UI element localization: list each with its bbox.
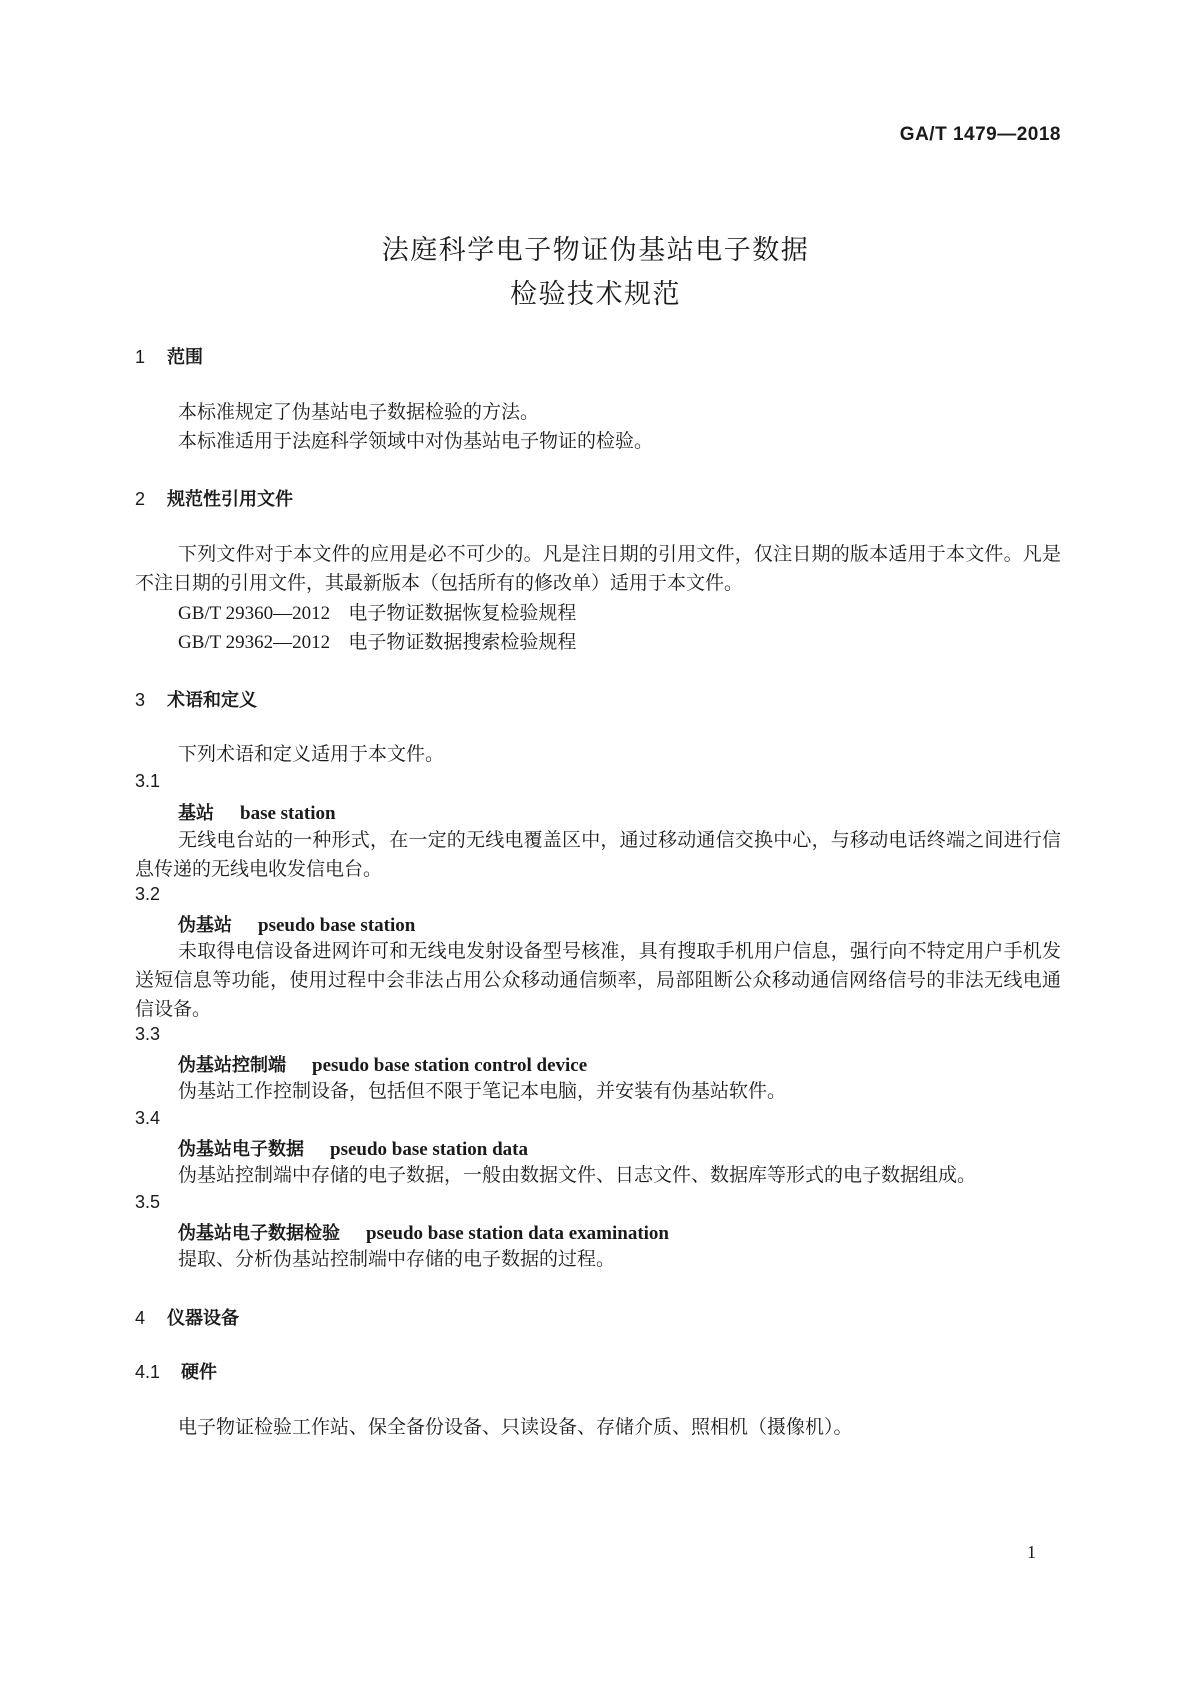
term-definition: 伪基站控制端中存储的电子数据，一般由数据文件、日志文件、数据库等形式的电子数据组成。 [178,1164,977,1186]
section-1-paragraph-1: 本标准规定了伪基站电子数据检验的方法。 [178,401,540,423]
section-title: 规范性引用文件 [167,489,293,510]
term-title [178,799,336,825]
section-number: 2 [135,489,146,509]
term-title [178,1219,669,1245]
term-english: base station [240,803,336,824]
term-chinese: 基站 [178,803,214,824]
term-chinese: 伪基站电子数据检验 [178,1223,340,1244]
term-definition: 无线电台站的一种形式，在一定的无线电覆盖区中，通过移动通信交换中心，与移动电话终端之间进行信息传递的无线电收发信电台。 [135,829,1061,880]
section-title: 硬件 [181,1362,217,1383]
section-2-paragraph-1: 下列文件对于本文件的应用是必不可少的。凡是注日期的引用文件，仅注日期的版本适用于本文件。凡是不注日期的引用文件，其最新版本（包括所有的修改单）适用于本文件。 [135,543,1061,594]
section-3-heading [135,686,257,712]
term-english: pesudo base station control device [312,1055,588,1076]
term-chinese: 伪基站电子数据 [178,1139,304,1160]
term-chinese: 伪基站控制端 [178,1055,286,1076]
term-title [178,1135,528,1161]
term-english: pseudo base station data examination [366,1223,669,1244]
reference-name: 电子物证数据搜索检验规程 [348,631,577,653]
section-title: 仪器设备 [167,1308,239,1329]
reference-code: GB/T 29360—2012 [178,603,331,624]
section-4-heading [135,1304,239,1330]
normative-reference-2 [178,627,576,654]
term-number: 3.1 [135,771,161,791]
section-title: 范围 [167,347,203,368]
section-number: 4.1 [135,1362,161,1382]
section-1-paragraph-2: 本标准适用于法庭科学领域中对伪基站电子物证的检验。 [178,430,654,452]
document-title-line-1: 法庭科学电子物证伪基站电子数据 [381,235,810,266]
normative-reference-1 [178,598,576,625]
page-number: 1 [1027,1542,1036,1562]
term-number: 3.4 [135,1108,161,1128]
term-chinese: 伪基站 [178,915,232,936]
section-number: 4 [135,1308,146,1328]
section-number: 1 [135,347,146,367]
term-english: pseudo base station data [330,1139,528,1160]
document-title-line-2: 检验技术规范 [510,279,681,310]
section-3-intro: 下列术语和定义适用于本文件。 [178,743,445,765]
section-2-heading [135,485,293,511]
section-number: 3 [135,690,146,710]
subsection-4-1-paragraph: 电子物证检验工作站、保全备份设备、只读设备、存储介质、照相机（摄像机）。 [178,1416,853,1438]
term-number: 3.2 [135,884,161,904]
term-definition: 伪基站工作控制设备，包括但不限于笔记本电脑，并安装有伪基站软件。 [178,1080,787,1102]
term-title [178,911,415,937]
term-english: pseudo base station [258,915,416,936]
subsection-4-1-heading [135,1358,217,1384]
term-number: 3.3 [135,1024,161,1044]
term-number: 3.5 [135,1192,161,1212]
standard-code: GA/T 1479—2018 [899,124,1061,145]
section-1-heading [135,343,203,369]
term-title [178,1051,587,1077]
term-definition: 未取得电信设备进网许可和无线电发射设备型号核准，具有搜取手机用户信息，强行向不特定用户手机发送短信息等功能，使用过程中会非法占用公众移动通信频率，局部阻断公众移动通信网络信号的非法无线电通信设备。 [135,940,1061,1020]
section-title: 术语和定义 [167,690,257,711]
term-definition: 提取、分析伪基站控制端中存储的电子数据的过程。 [178,1248,616,1270]
reference-code: GB/T 29362—2012 [178,632,331,653]
reference-name: 电子物证数据恢复检验规程 [348,602,577,624]
